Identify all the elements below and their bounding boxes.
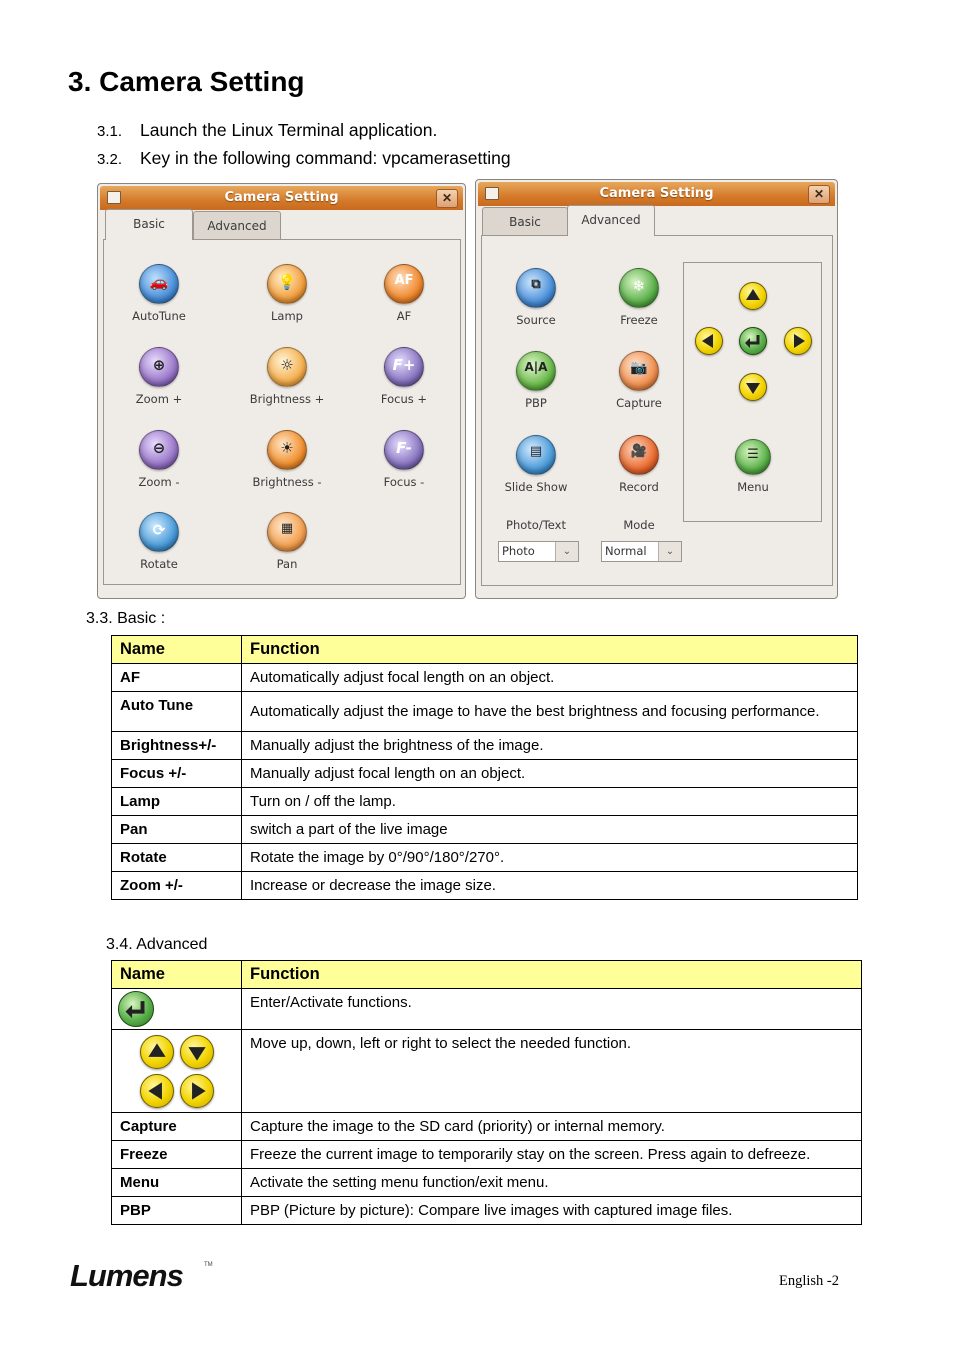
name-cell: Freeze [112, 1141, 242, 1169]
chevron-down-icon: ⌄ [658, 542, 681, 561]
function-cell: Manually adjust focal length on an object. [242, 760, 858, 788]
name-cell: Zoom +/- [112, 872, 242, 900]
car-icon: 🚗 [139, 264, 179, 304]
function-cell: Turn on / off the lamp. [242, 788, 858, 816]
name-cell: Lamp [112, 788, 242, 816]
enter-icon-cell [112, 989, 242, 1030]
zoom-out-button[interactable]: ⊖ Zoom - [104, 430, 214, 489]
arrow-left-icon[interactable] [695, 327, 723, 355]
step-3-1: 3.1. Launch the Linux Terminal application. [97, 120, 438, 140]
arrow-left-icon [140, 1074, 174, 1108]
name-cell: Auto Tune [112, 692, 242, 732]
enter-icon [118, 991, 154, 1027]
function-cell: switch a part of the live image [242, 816, 858, 844]
photo-text-select[interactable]: Photo ⌄ [498, 541, 579, 562]
column-header-function: Function [242, 636, 858, 664]
column-header-function: Function [242, 961, 862, 989]
step-3-2: 3.2. Key in the following command: vpcamerasetting [97, 148, 511, 168]
function-cell: Activate the setting menu function/exit menu. [242, 1169, 862, 1197]
camera-icon: 📷 [619, 351, 659, 391]
table-row [112, 1030, 862, 1113]
advanced-function-table [111, 960, 862, 1225]
lumens-logo: Lumens [70, 1258, 183, 1293]
table-row [112, 1169, 862, 1197]
lamp-button[interactable]: 💡 Lamp [232, 264, 342, 323]
section-number: 3. [68, 66, 92, 97]
zoom-out-icon: ⊖ [139, 430, 179, 470]
function-cell: Increase or decrease the image size. [242, 872, 858, 900]
basic-function-table [111, 635, 858, 900]
rotate-button[interactable]: ⟳ Rotate [104, 512, 214, 571]
chevron-down-icon: ⌄ [555, 542, 578, 561]
arrow-keys-icon-cell [112, 1030, 242, 1113]
table-row [112, 1113, 862, 1141]
table-row [112, 732, 858, 760]
table-row [112, 844, 858, 872]
focus-up-button[interactable]: F+ Focus + [349, 347, 459, 406]
arrow-down-icon[interactable] [739, 373, 767, 401]
table-row [112, 760, 858, 788]
function-cell: Automatically adjust the image to have the best brightness and focusing performance. [242, 692, 858, 732]
close-button[interactable]: ✕ [808, 185, 830, 204]
table-row [112, 692, 858, 732]
pbp-icon: A|A [516, 351, 556, 391]
name-cell: Rotate [112, 844, 242, 872]
arrow-down-icon [180, 1035, 214, 1069]
table-row [112, 1141, 862, 1169]
zoom-in-button[interactable]: ⊕ Zoom + [104, 347, 214, 406]
name-cell: Brightness+/- [112, 732, 242, 760]
menu-button[interactable]: ☰ Menu [698, 439, 808, 494]
camera-setting-window-basic [97, 183, 466, 599]
function-cell: Manually adjust the brightness of the image. [242, 732, 858, 760]
section-title: Camera Setting [99, 66, 305, 97]
brightness-down-icon: ☀ [267, 430, 307, 470]
column-header-name: Name [112, 961, 242, 989]
pbp-button[interactable]: A|A PBP [481, 351, 591, 410]
table-row [112, 788, 858, 816]
pan-button[interactable]: ▦ Pan [232, 512, 342, 571]
source-button[interactable]: ⧉ Source [481, 268, 591, 327]
function-cell: Capture the image to the SD card (priority) or internal memory. [242, 1113, 862, 1141]
capture-button[interactable]: 📷 Capture [584, 351, 694, 410]
page-number: English -2 [779, 1273, 840, 1289]
name-cell: PBP [112, 1197, 242, 1225]
freeze-icon: ❄ [619, 268, 659, 308]
focus-up-icon: F+ [384, 347, 424, 387]
brightness-down-button[interactable]: ☀ Brightness - [232, 430, 342, 489]
brightness-up-button[interactable]: ☼ Brightness + [232, 347, 342, 406]
function-cell: Move up, down, left or right to select the needed function. [242, 1030, 862, 1113]
table-header-row [112, 636, 858, 664]
autotune-button[interactable]: 🚗 AutoTune [104, 264, 214, 323]
mode-select[interactable]: Normal ⌄ [601, 541, 682, 562]
arrow-up-icon [140, 1035, 174, 1069]
slideshow-icon: ▤ [516, 435, 556, 475]
tab-advanced[interactable]: Advanced [193, 211, 281, 240]
name-cell: Menu [112, 1169, 242, 1197]
mode-label: Mode [623, 518, 655, 532]
focus-down-icon: F- [384, 430, 424, 470]
table-header-row [112, 961, 862, 989]
af-button[interactable]: AF AF [349, 264, 459, 323]
arrow-keys-icon [138, 1032, 218, 1110]
table-row [112, 1197, 862, 1225]
table-row [112, 872, 858, 900]
column-header-name: Name [112, 636, 242, 664]
table-row [112, 664, 858, 692]
window-title: Camera Setting [599, 186, 714, 201]
basic-section-title: 3.3. Basic : [86, 610, 166, 627]
arrow-up-icon[interactable] [739, 282, 767, 310]
af-icon: AF [384, 264, 424, 304]
function-cell: PBP (Picture by picture): Compare live images with captured image files. [242, 1197, 862, 1225]
camera-setting-window-advanced [475, 179, 838, 599]
window-title: Camera Setting [224, 190, 339, 205]
name-cell: AF [112, 664, 242, 692]
enter-icon[interactable] [739, 327, 767, 355]
window-titlebar [100, 186, 463, 210]
function-cell: Freeze the current image to temporarily stay on the screen. Press again to defreeze. [242, 1141, 862, 1169]
rotate-icon: ⟳ [139, 512, 179, 552]
window-titlebar [478, 182, 835, 206]
advanced-section-title: 3.4. Advanced [106, 936, 208, 953]
photo-text-label: Photo/Text [506, 518, 566, 532]
page-title [68, 66, 305, 98]
name-cell: Pan [112, 816, 242, 844]
function-cell: Enter/Activate functions. [242, 989, 862, 1030]
tab-basic[interactable]: Basic [105, 209, 193, 240]
pan-icon: ▦ [267, 512, 307, 552]
arrow-right-icon[interactable] [784, 327, 812, 355]
function-cell: Automatically adjust focal length on an object. [242, 664, 858, 692]
name-cell: Focus +/- [112, 760, 242, 788]
tab-advanced[interactable]: Advanced [567, 205, 655, 236]
record-icon: 🎥 [619, 435, 659, 475]
source-icon: ⧉ [516, 268, 556, 308]
slideshow-button[interactable]: ▤ Slide Show [481, 435, 591, 494]
record-button[interactable]: 🎥 Record [584, 435, 694, 494]
brightness-up-icon: ☼ [267, 347, 307, 387]
tab-basic[interactable]: Basic [482, 207, 568, 236]
focus-down-button[interactable]: F- Focus - [349, 430, 459, 489]
table-row [112, 989, 862, 1030]
freeze-button[interactable]: ❄ Freeze [584, 268, 694, 327]
zoom-in-icon: ⊕ [139, 347, 179, 387]
trademark-mark: TM [204, 1262, 213, 1268]
arrow-right-icon [180, 1074, 214, 1108]
name-cell: Capture [112, 1113, 242, 1141]
table-row [112, 816, 858, 844]
function-cell: Rotate the image by 0°/90°/180°/270°. [242, 844, 858, 872]
menu-icon: ☰ [735, 439, 771, 475]
lamp-icon: 💡 [267, 264, 307, 304]
close-button[interactable]: ✕ [436, 189, 458, 208]
